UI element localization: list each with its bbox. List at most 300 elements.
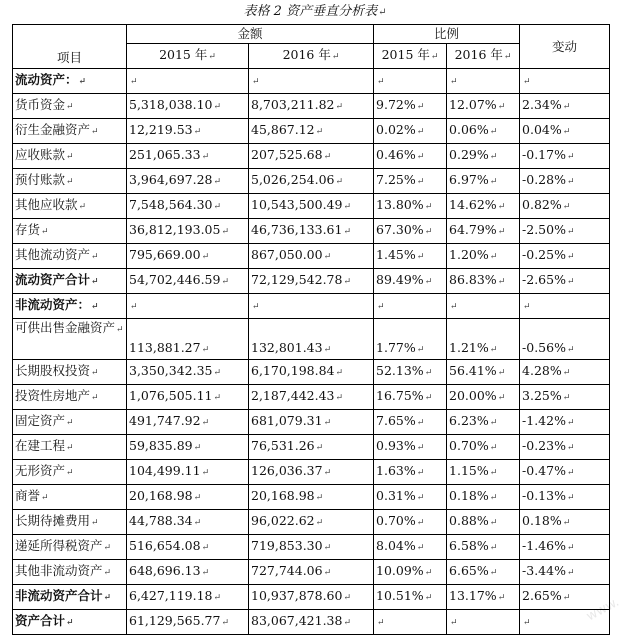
paragraph-mark-icon: ↵ [450, 302, 458, 312]
paragraph-mark-icon: ↵ [201, 418, 210, 428]
paragraph-mark-icon: ↵ [201, 568, 210, 578]
amount-2015-cell [127, 535, 249, 560]
paragraph-mark-icon: ↵ [416, 102, 425, 112]
paragraph-mark-icon: ↵ [416, 443, 425, 453]
ratio-2016: 13.17% [449, 588, 497, 603]
table-row [13, 269, 610, 294]
change-value-cell [520, 69, 610, 94]
header-ratio-2016 [447, 44, 520, 69]
change-value-cell [520, 269, 610, 294]
amount-2015: 7,548,564.30 [129, 197, 213, 212]
amount-2015-cell [127, 219, 249, 244]
amount-2015: 36,812,193.05 [129, 222, 221, 237]
change-value-cell [520, 485, 610, 510]
amount-2016: 719,853.30 [251, 538, 323, 553]
paragraph-mark-icon: ↵ [489, 418, 498, 428]
paragraph-mark-icon: ↵ [489, 443, 498, 453]
ratio-2016-cell [447, 360, 520, 385]
paragraph-mark-icon: ↵ [416, 468, 425, 478]
paragraph-mark-icon: ↵ [566, 418, 575, 428]
paragraph-mark-icon: ↵ [566, 277, 575, 287]
paragraph-mark-icon: ↵ [562, 102, 571, 112]
table-row [13, 294, 610, 319]
ratio-2016-cell [447, 69, 520, 94]
paragraph-mark-icon: ↵ [562, 518, 571, 528]
change-value-cell [520, 244, 610, 269]
row-label-cell [13, 435, 127, 460]
paragraph-mark-icon: ↵ [213, 177, 222, 187]
ratio-2015: 67.30% [376, 222, 424, 237]
change-value-cell [520, 560, 610, 585]
ratio-2016-cell [447, 485, 520, 510]
table-row [13, 119, 610, 144]
ratio-2015: 16.75% [376, 388, 424, 403]
paragraph-mark-icon: ↵ [566, 543, 575, 553]
row-label: 流动资产： [15, 72, 78, 87]
change-value-cell [520, 319, 610, 360]
amount-2015-cell [127, 144, 249, 169]
amount-2015-cell [127, 385, 249, 410]
ratio-2015-cell [374, 169, 447, 194]
change-value: -3.44% [522, 563, 566, 578]
paragraph-mark-icon: ↵ [91, 518, 99, 528]
header-change [520, 25, 610, 69]
amount-2015: 516,654.08 [129, 538, 201, 553]
amount-2015-cell [127, 194, 249, 219]
row-label-cell [13, 535, 127, 560]
change-value-cell [520, 294, 610, 319]
change-value: 3.25% [522, 388, 562, 403]
ratio-2016-cell [447, 610, 520, 635]
ratio-2016-cell [447, 385, 520, 410]
ratio-2016-cell [447, 119, 520, 144]
paragraph-mark-icon: ↵ [566, 345, 575, 355]
paragraph-mark-icon: ↵ [489, 177, 498, 187]
ratio-2015-cell [374, 485, 447, 510]
amount-2015-cell [127, 360, 249, 385]
header-item [13, 25, 127, 69]
ratio-2016: 0.88% [449, 513, 489, 528]
amount-2016: 76,531.26 [251, 438, 315, 453]
ratio-2015: 0.31% [376, 488, 416, 503]
paragraph-mark-icon: ↵ [489, 493, 498, 503]
paragraph-mark-icon: ↵ [566, 493, 575, 503]
table-row [13, 535, 610, 560]
amount-2016: 867,050.00 [251, 247, 323, 262]
row-label-cell [13, 510, 127, 535]
paragraph-mark-icon: ↵ [497, 102, 506, 112]
row-label: 其他应收款 [15, 197, 78, 212]
paragraph-mark-icon: ↵ [315, 518, 324, 528]
amount-2016-cell [249, 94, 374, 119]
paragraph-mark-icon: ↵ [489, 543, 498, 553]
paragraph-mark-icon: ↵ [416, 152, 425, 162]
change-value-cell [520, 535, 610, 560]
amount-2016-cell [249, 194, 374, 219]
amount-2015: 104,499.11 [129, 463, 201, 478]
ratio-2016: 14.62% [449, 197, 497, 212]
table-row [13, 460, 610, 485]
change-value: 2.65% [522, 588, 562, 603]
paragraph-mark-icon: ↵ [497, 227, 506, 237]
amount-2015-cell [127, 294, 249, 319]
table-row [13, 94, 610, 119]
paragraph-mark-icon: ↵ [489, 518, 498, 528]
amount-2016-cell [249, 510, 374, 535]
amount-2016-cell [249, 610, 374, 635]
amount-2016-cell [249, 319, 374, 360]
header-amount-2015 [127, 44, 249, 69]
paragraph-mark-icon: ↵ [323, 418, 332, 428]
change-value-cell [520, 94, 610, 119]
amount-2015-cell [127, 119, 249, 144]
table-row [13, 219, 610, 244]
paragraph-mark-icon: ↵ [193, 127, 202, 137]
row-label-cell [13, 144, 127, 169]
paragraph-mark-icon: ↵ [201, 345, 210, 355]
year-label: 2016 年 [282, 47, 331, 62]
header-change-label: 变动 [552, 38, 578, 54]
table-row [13, 244, 610, 269]
paragraph-mark-icon: ↵ [213, 202, 222, 212]
year-label: 2016 年 [454, 47, 503, 62]
amount-2016-cell [249, 435, 374, 460]
ratio-2015: 0.70% [376, 513, 416, 528]
paragraph-mark-icon: ↵ [41, 227, 49, 237]
paragraph-mark-icon: ↵ [566, 568, 575, 578]
ratio-2015-cell [374, 435, 447, 460]
ratio-2015-cell [374, 610, 447, 635]
ratio-2015: 1.63% [376, 463, 416, 478]
row-label: 无形资产 [15, 463, 66, 478]
ratio-2016: 6.58% [449, 538, 489, 553]
ratio-2016: 1.21% [449, 340, 489, 355]
table-row [13, 510, 610, 535]
paragraph-mark-icon: ↵ [377, 77, 385, 87]
paragraph-mark-icon: ↵ [416, 518, 425, 528]
paragraph-mark-icon: ↵ [497, 202, 506, 212]
row-label: 非流动资产： [15, 297, 91, 312]
row-label-cell [13, 119, 127, 144]
paragraph-mark-icon: ↵ [193, 493, 202, 503]
ratio-2016: 56.41% [449, 363, 497, 378]
amount-2015-cell [127, 610, 249, 635]
paragraph-mark-icon: ↵ [103, 543, 112, 553]
paragraph-mark-icon: ↵ [566, 177, 575, 187]
ratio-2016: 0.29% [449, 147, 489, 162]
ratio-2016: 6.23% [449, 413, 489, 428]
amount-2015-cell [127, 410, 249, 435]
paragraph-mark-icon: ↵ [91, 127, 99, 137]
paragraph-mark-icon: ↵ [323, 252, 332, 262]
amount-2016: 83,067,421.38 [251, 613, 343, 628]
ratio-2016-cell [447, 269, 520, 294]
ratio-2015-cell [374, 294, 447, 319]
ratio-2016: 0.18% [449, 488, 489, 503]
change-value: -2.50% [522, 222, 566, 237]
amount-2016: 96,022.62 [251, 513, 315, 528]
paragraph-mark-icon: ↵ [66, 152, 74, 162]
amount-2015-cell [127, 585, 249, 610]
amount-2016-cell [249, 69, 374, 94]
paragraph-mark-icon: ↵ [66, 102, 74, 112]
table-row [13, 319, 610, 360]
paragraph-mark-icon: ↵ [489, 345, 498, 355]
ratio-2015-cell [374, 269, 447, 294]
asset-vertical-analysis-table [12, 24, 610, 635]
row-label-cell [13, 610, 127, 635]
row-label-cell [13, 460, 127, 485]
paragraph-mark-icon: ↵ [201, 543, 210, 553]
paragraph-mark-icon: ↵ [221, 227, 229, 237]
change-value: -0.56% [522, 340, 566, 355]
amount-2016-cell [249, 460, 374, 485]
amount-2015: 12,219.53 [129, 122, 193, 137]
ratio-2015-cell [374, 535, 447, 560]
table-row [13, 69, 610, 94]
ratio-2015-cell [374, 144, 447, 169]
row-label-cell [13, 294, 127, 319]
paragraph-mark-icon: ↵ [489, 252, 498, 262]
ratio-2015: 10.09% [376, 563, 424, 578]
amount-2016: 132,801.43 [251, 340, 323, 355]
paragraph-mark-icon: ↵ [208, 52, 216, 62]
row-label-cell [13, 194, 127, 219]
caption-text: 表格 2 资产垂直分析表 [243, 4, 378, 19]
amount-2015: 20,168.98 [129, 488, 193, 503]
paragraph-mark-icon: ↵ [335, 177, 344, 187]
paragraph-mark-icon: ↵ [335, 102, 344, 112]
paragraph-mark-icon: ↵ [41, 493, 49, 503]
paragraph-mark-icon: ↵ [213, 593, 222, 603]
ratio-2015: 0.93% [376, 438, 416, 453]
paragraph-mark-icon: ↵ [66, 468, 74, 478]
table-row [13, 144, 610, 169]
paragraph-mark-icon: ↵ [193, 518, 202, 528]
row-label: 货币资金 [15, 97, 66, 112]
paragraph-mark-icon: ↵ [562, 202, 571, 212]
amount-2016-cell [249, 119, 374, 144]
amount-2016-cell [249, 244, 374, 269]
table-row [13, 169, 610, 194]
row-label: 非流动资产合计 [15, 588, 103, 603]
change-value-cell [520, 510, 610, 535]
ratio-2015-cell [374, 560, 447, 585]
paragraph-mark-icon: ↵ [566, 468, 575, 478]
watermark: www. [584, 594, 622, 625]
paragraph-mark-icon: ↵ [416, 127, 425, 137]
paragraph-mark-icon: ↵ [91, 302, 99, 312]
paragraph-mark-icon: ↵ [377, 618, 385, 628]
change-value-cell [520, 585, 610, 610]
amount-2015: 113,881.27 [129, 340, 201, 355]
header-ratio-2015 [374, 44, 447, 69]
row-label-cell [13, 385, 127, 410]
table-row [13, 410, 610, 435]
paragraph-mark-icon: ↵ [343, 277, 351, 287]
paragraph-mark-icon: ↵ [78, 77, 87, 87]
paragraph-mark-icon: ↵ [103, 593, 112, 603]
amount-2015: 54,702,446.59 [129, 272, 221, 287]
paragraph-mark-icon: ↵ [315, 127, 324, 137]
ratio-2015-cell [374, 194, 447, 219]
ratio-2016-cell [447, 535, 520, 560]
row-label-cell [13, 319, 127, 360]
change-value-cell [520, 460, 610, 485]
paragraph-mark-icon: ↵ [201, 152, 210, 162]
paragraph-mark-icon: ↵ [252, 302, 260, 312]
change-value: -0.47% [522, 463, 566, 478]
ratio-2015: 1.45% [376, 247, 416, 262]
paragraph-mark-icon: ↵ [331, 52, 340, 62]
paragraph-mark-icon: ↵ [66, 418, 74, 428]
paragraph-mark-icon: ↵ [91, 368, 99, 378]
ratio-2015-cell [374, 244, 447, 269]
amount-2016-cell [249, 385, 374, 410]
ratio-2015: 7.65% [376, 413, 416, 428]
paragraph-mark-icon: ↵ [213, 393, 222, 403]
change-value: 4.28% [522, 363, 562, 378]
amount-2015: 44,788.34 [129, 513, 193, 528]
row-label-cell [13, 360, 127, 385]
paragraph-mark-icon: ↵ [221, 277, 229, 287]
paragraph-mark-icon: ↵ [450, 618, 458, 628]
ratio-2015: 89.49% [376, 272, 424, 287]
paragraph-mark-icon: ↵ [566, 252, 575, 262]
paragraph-mark-icon: ↵ [323, 568, 332, 578]
paragraph-mark-icon: ↵ [103, 568, 112, 578]
change-value-cell [520, 435, 610, 460]
change-value-cell [520, 194, 610, 219]
change-value-cell [520, 610, 610, 635]
row-label: 在建工程 [15, 438, 66, 453]
paragraph-mark-icon: ↵ [416, 493, 425, 503]
amount-2016: 20,168.98 [251, 488, 315, 503]
ratio-2016: 1.15% [449, 463, 489, 478]
paragraph-mark-icon: ↵ [221, 618, 229, 628]
paragraph-mark-icon: ↵ [416, 177, 425, 187]
paragraph-mark-icon: ↵ [424, 277, 433, 287]
row-label-cell [13, 169, 127, 194]
paragraph-mark-icon: ↵ [130, 302, 138, 312]
header-row-top [13, 25, 610, 44]
table-row [13, 360, 610, 385]
row-label: 长期待摊费用 [15, 513, 91, 528]
paragraph-mark-icon: ↵ [424, 568, 433, 578]
ratio-2016-cell [447, 560, 520, 585]
ratio-2015-cell [374, 410, 447, 435]
paragraph-mark-icon: ↵ [315, 493, 324, 503]
table-caption [0, 2, 630, 22]
ratio-2016-cell [447, 585, 520, 610]
ratio-2015-cell [374, 360, 447, 385]
paragraph-mark-icon: ↵ [193, 443, 202, 453]
row-label-cell [13, 410, 127, 435]
row-label: 预付账款 [15, 172, 66, 187]
paragraph-mark-icon: ↵ [91, 393, 99, 403]
ratio-2015: 0.02% [376, 122, 416, 137]
ratio-2015: 7.25% [376, 172, 416, 187]
amount-2016-cell [249, 144, 374, 169]
amount-2015-cell [127, 485, 249, 510]
ratio-2015-cell [374, 94, 447, 119]
paragraph-mark-icon: ↵ [213, 102, 222, 112]
ratio-2016: 20.00% [449, 388, 497, 403]
paragraph-mark-icon: ↵ [323, 152, 332, 162]
ratio-2015: 1.77% [376, 340, 416, 355]
paragraph-mark-icon: ↵ [523, 77, 531, 87]
row-label: 其他流动资产 [15, 247, 91, 262]
amount-2016-cell [249, 585, 374, 610]
paragraph-mark-icon: ↵ [497, 593, 506, 603]
row-label: 长期股权投资 [15, 363, 91, 378]
paragraph-mark-icon: ↵ [416, 543, 425, 553]
amount-2015-cell [127, 319, 249, 360]
amount-2015: 1,076,505.11 [129, 388, 213, 403]
amount-2016: 6,170,198.84 [251, 363, 335, 378]
paragraph-mark-icon: ↵ [130, 77, 138, 87]
amount-2015: 795,669.00 [129, 247, 201, 262]
paragraph-mark-icon: ↵ [489, 468, 498, 478]
header-ratio-group [374, 25, 520, 44]
amount-2016: 207,525.68 [251, 147, 323, 162]
row-label-cell [13, 269, 127, 294]
paragraph-mark-icon: ↵ [66, 443, 74, 453]
paragraph-mark-icon: ↵ [91, 252, 99, 262]
amount-2015: 59,835.89 [129, 438, 193, 453]
change-value-cell [520, 360, 610, 385]
ratio-2015-cell [374, 219, 447, 244]
ratio-2015: 8.04% [376, 538, 416, 553]
amount-2015-cell [127, 435, 249, 460]
amount-2016-cell [249, 410, 374, 435]
ratio-2016-cell [447, 460, 520, 485]
ratio-2016-cell [447, 144, 520, 169]
paragraph-mark-icon: ↵ [116, 325, 124, 335]
amount-2015: 491,747.92 [129, 413, 201, 428]
row-label-cell [13, 219, 127, 244]
amount-2016-cell [249, 219, 374, 244]
row-label-cell [13, 94, 127, 119]
amount-2015: 3,350,342.35 [129, 363, 213, 378]
change-value-cell [520, 169, 610, 194]
amount-2016-cell [249, 269, 374, 294]
amount-2016: 681,079.31 [251, 413, 323, 428]
paragraph-mark-icon: ↵ [497, 393, 506, 403]
amount-2016: 10,937,878.60 [251, 588, 343, 603]
ratio-2016: 1.20% [449, 247, 489, 262]
amount-2015: 5,318,038.10 [129, 97, 213, 112]
ratio-2015-cell [374, 319, 447, 360]
amount-2015: 648,696.13 [129, 563, 201, 578]
header-ratio-label: 比例 [434, 26, 460, 41]
row-label: 递延所得税资产 [15, 538, 103, 553]
header-item-label: 项目 [56, 50, 82, 65]
paragraph-mark-icon: ↵ [416, 345, 425, 355]
paragraph-mark-icon: ↵ [503, 52, 512, 62]
paragraph-mark-icon: ↵ [201, 468, 210, 478]
paragraph-mark-icon: ↵ [335, 368, 344, 378]
change-value: -0.25% [522, 247, 566, 262]
row-label: 固定资产 [15, 413, 66, 428]
amount-2016: 727,744.06 [251, 563, 323, 578]
change-value: -0.28% [522, 172, 566, 187]
ratio-2015-cell [374, 119, 447, 144]
paragraph-mark-icon: ↵ [424, 593, 433, 603]
amount-2015-cell [127, 510, 249, 535]
ratio-2015-cell [374, 460, 447, 485]
change-value-cell [520, 219, 610, 244]
